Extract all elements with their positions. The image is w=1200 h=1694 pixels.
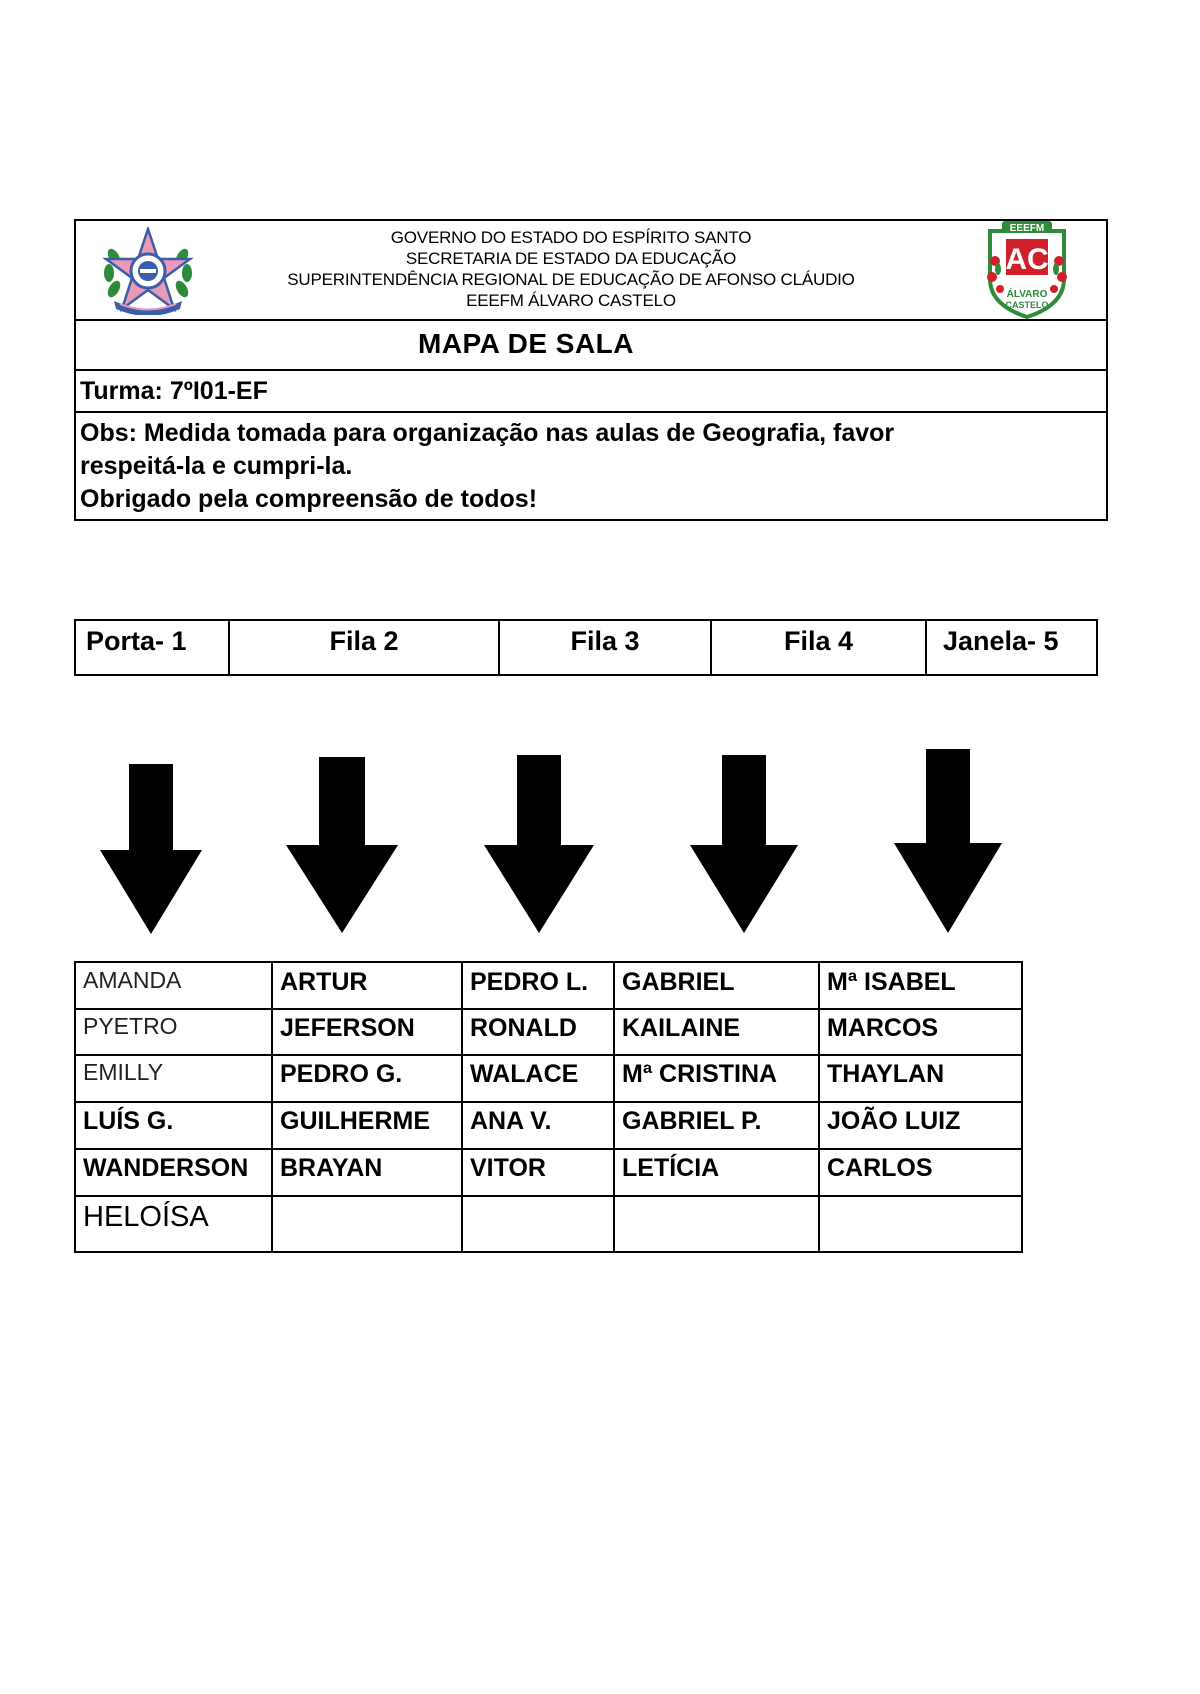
- title-row: [76, 321, 1106, 371]
- row-header-janela: Janela- 5: [925, 621, 1096, 674]
- seat-cell: AMANDA: [76, 963, 273, 1010]
- row-headers-table: [74, 619, 1098, 676]
- seat-cell: THAYLAN: [820, 1056, 1021, 1103]
- seat-cell: VITOR: [463, 1150, 615, 1197]
- seat-cell: MARCOS: [820, 1010, 1021, 1056]
- seat-cell: RONALD: [463, 1010, 615, 1056]
- seat-cell: JEFERSON: [273, 1010, 463, 1056]
- seat-cell: LETÍCIA: [615, 1150, 820, 1197]
- row-header-fila-3: Fila 3: [498, 621, 710, 674]
- seat-cell: Mª CRISTINA: [615, 1056, 820, 1103]
- seat-cell: HELOÍSA: [76, 1197, 273, 1251]
- logo-bottom-text-1: ÁLVARO: [1006, 289, 1048, 300]
- seat-cell: CARLOS: [820, 1150, 1021, 1197]
- gov-line-3: SUPERINTENDÊNCIA REGIONAL DE EDUCAÇÃO DE AFONSO CLÁUDIO: [287, 270, 855, 289]
- espirito-santo-seal-icon: [100, 227, 196, 315]
- arrow-down-icon: [100, 764, 202, 934]
- seat-cell: [273, 1197, 463, 1251]
- seat-cell: LUÍS G.: [76, 1103, 273, 1150]
- page-title: MAPA DE SALA: [418, 328, 634, 359]
- seat-cell: JOÃO LUIZ: [820, 1103, 1021, 1150]
- seat-cell: GABRIEL P.: [615, 1103, 820, 1150]
- logo-monogram: AC: [1005, 243, 1049, 276]
- seat-cell: PEDRO L.: [463, 963, 615, 1010]
- observation-row: [76, 413, 1106, 519]
- government-header: [76, 221, 1106, 321]
- seat-cell: EMILLY: [76, 1056, 273, 1103]
- row-header-fila-2: Fila 2: [228, 621, 498, 674]
- arrow-down-icon: [484, 755, 594, 933]
- row-header-fila-4: Fila 4: [710, 621, 925, 674]
- seat-cell: PYETRO: [76, 1010, 273, 1056]
- obs-line-1: Obs: Medida tomada para organização nas aulas de Geografia, favor: [80, 419, 895, 447]
- school-crest-icon: [982, 219, 1072, 319]
- gov-line-4: EEEFM ÁLVARO CASTELO: [466, 291, 676, 310]
- seat-cell: [615, 1197, 820, 1251]
- seat-cell: ARTUR: [273, 963, 463, 1010]
- seat-cell: PEDRO G.: [273, 1056, 463, 1103]
- turma-label: Turma: 7ºI01-EF: [80, 377, 268, 405]
- observation-text: [80, 417, 1066, 516]
- arrow-down-icon: [894, 749, 1002, 933]
- seat-cell: Mª ISABEL: [820, 963, 1021, 1010]
- seat-cell: ANA V.: [463, 1103, 615, 1150]
- seat-cell: [463, 1197, 615, 1251]
- seat-cell: [820, 1197, 1021, 1251]
- government-lines: [266, 227, 876, 311]
- gov-line-1: GOVERNO DO ESTADO DO ESPÍRITO SANTO: [390, 228, 752, 247]
- turma-row: [76, 371, 1106, 413]
- seat-cell: WALACE: [463, 1056, 615, 1103]
- row-header-porta: Porta- 1: [74, 621, 228, 674]
- seat-cell: GUILHERME: [273, 1103, 463, 1150]
- seat-cell: BRAYAN: [273, 1150, 463, 1197]
- logo-top-text: EEEFM: [1009, 223, 1045, 234]
- seat-cell: WANDERSON: [76, 1150, 273, 1197]
- obs-line-2: respeitá-la e cumpri-la.: [80, 452, 353, 480]
- obs-line-3: Obrigado pela compreensão de todos!: [80, 485, 538, 513]
- logo-bottom-text-2: CASTELO: [1005, 300, 1049, 310]
- arrow-down-icon: [690, 755, 798, 933]
- gov-line-2: SECRETARIA DE ESTADO DA EDUCAÇÃO: [405, 249, 737, 268]
- arrow-down-icon: [286, 757, 398, 933]
- header-box: [74, 219, 1108, 521]
- seating-table: [74, 961, 1023, 1253]
- seat-cell: KAILAINE: [615, 1010, 820, 1056]
- seat-cell: GABRIEL: [615, 963, 820, 1010]
